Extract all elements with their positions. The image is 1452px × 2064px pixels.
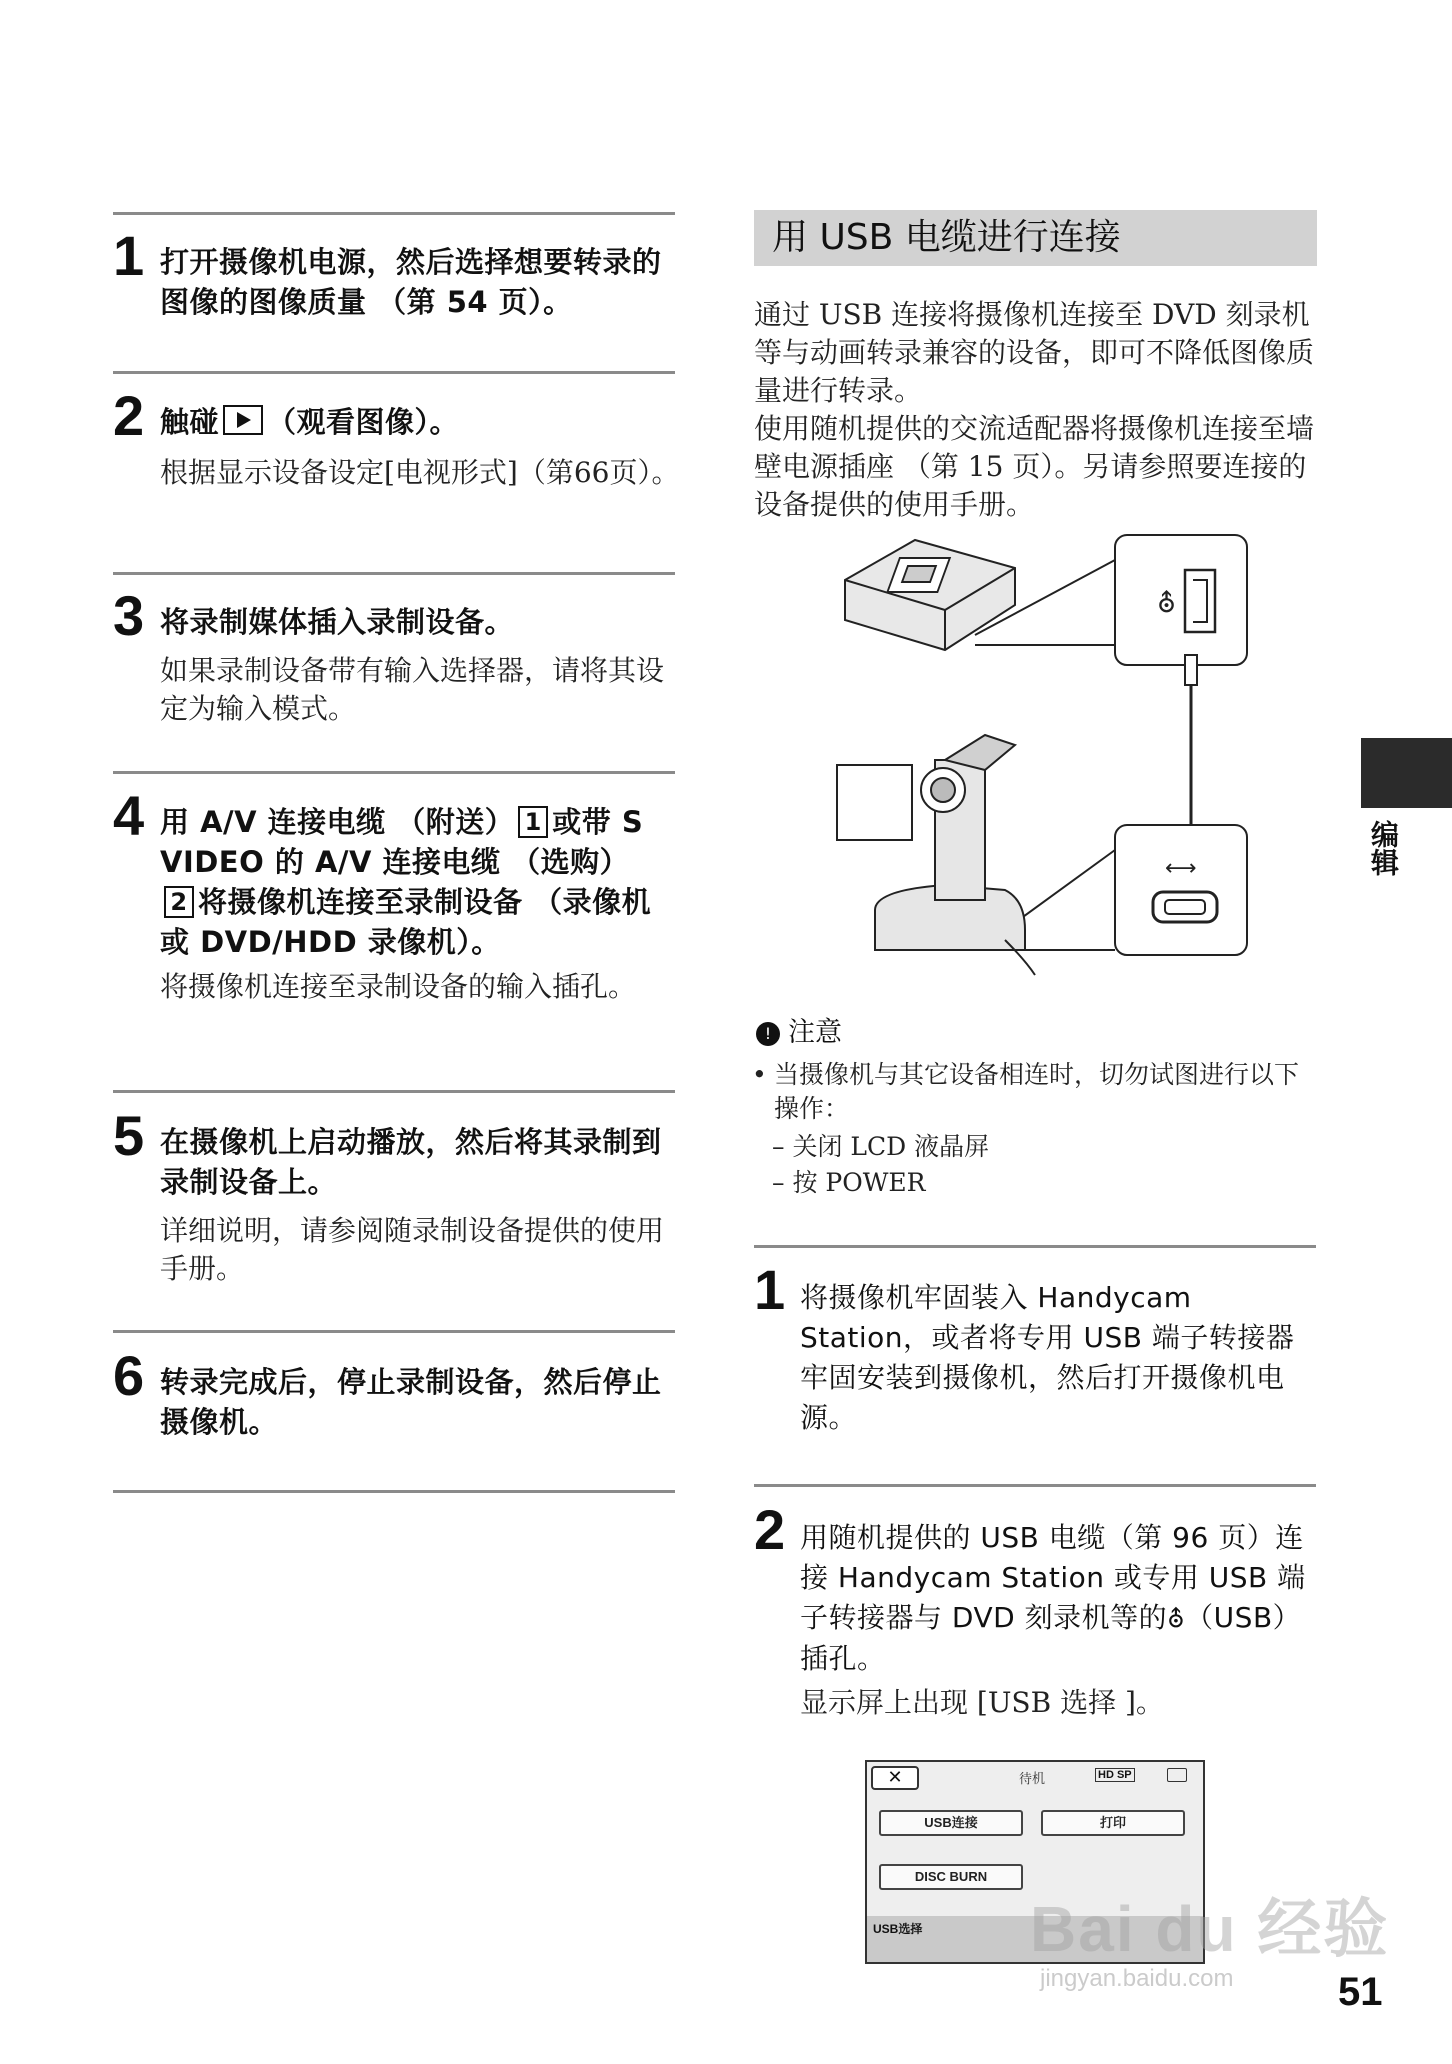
- step-number: 6: [113, 1344, 145, 1407]
- step-number: 4: [113, 784, 145, 847]
- bullet-icon: •: [752, 1060, 767, 1089]
- page-number: 51: [1338, 1970, 1383, 2014]
- note-heading: [756, 1015, 842, 1051]
- step-number: 1: [754, 1258, 786, 1321]
- note-item-text: 关闭 LCD 液晶屏: [792, 1132, 990, 1161]
- divider: [113, 212, 675, 215]
- standby-status: 待机: [1019, 1771, 1046, 1786]
- step-instruction: 在摄像机上启动播放，然后将其录制到录制设备上。: [160, 1125, 662, 1199]
- section-paragraph: 通过 USB 连接将摄像机连接至 DVD 刻录机等与动画转录兼容的设备，即可不降低图像质量进行转录。: [754, 298, 1315, 407]
- chapter-tab: [1361, 738, 1452, 808]
- play-icon: [223, 405, 263, 435]
- step-instruction: [160, 802, 665, 962]
- step-number: 5: [113, 1104, 145, 1167]
- usb-connection-illustration: [835, 530, 1255, 985]
- step-instruction: 将摄像机牢固装入 Handycam Station，或者将专用 USB 端子转接器牢固安装到摄像机，然后打开摄像机电源。: [800, 1281, 1295, 1434]
- usb-icon: ⛢: [1167, 1605, 1186, 1633]
- step-text-part: 用随机提供的 USB 电缆（第 96 页）连接 Handycam Station 或专用 USB 端子转接器与 DVD 刻录机等的: [800, 1521, 1306, 1634]
- divider: [113, 1090, 675, 1093]
- step-number: 2: [113, 384, 145, 447]
- step-text-part: 将摄像机连接至录制设备 （录像机或 DVD/HDD 录像机）。: [160, 885, 652, 959]
- close-button[interactable]: ✕: [871, 1766, 919, 1790]
- usb-select-label: USB选择: [873, 1922, 923, 1936]
- usb-connect-label: USB连接: [924, 1815, 978, 1830]
- note-text: 当摄像机与其它设备相连时，切勿试图进行以下操作：: [774, 1060, 1300, 1123]
- section-title: 用 USB 电缆进行连接: [772, 217, 1121, 258]
- step-number: 2: [754, 1498, 786, 1561]
- note-bullet: [752, 1058, 1317, 1123]
- divider: [754, 1245, 1316, 1248]
- step-instruction: 转录完成后，停止录制设备，然后停止摄像机。: [160, 1365, 662, 1439]
- watermark-url: jingyan.baidu.com: [1040, 1965, 1234, 1992]
- step-description: 详细说明，请参阅随录制设备提供的使用手册。: [160, 1214, 665, 1285]
- watermark-logo: Bai du 经验: [1030, 1893, 1390, 1965]
- step-description: 显示屏上出现 [USB 选择 ]。: [800, 1686, 1164, 1719]
- step-description: 根据显示设备设定[电视形式]（第66页）。: [160, 456, 680, 489]
- divider: [113, 771, 675, 774]
- step-instruction: [160, 402, 680, 442]
- camcorder-illustration: [837, 735, 1035, 975]
- step-description: 将摄像机连接至录制设备的输入插孔。: [160, 970, 637, 1003]
- section-paragraph: 使用随机提供的交流适配器将摄像机连接至墙壁电源插座 （第 15 页）。另请参照要连接的设备提供的使用手册。: [754, 412, 1315, 521]
- disc-burn-button[interactable]: DISC BURN: [879, 1864, 1023, 1890]
- step-description: 如果录制设备带有输入选择器，请将其设定为输入模式。: [160, 654, 665, 725]
- step-text-part: （USB）插孔。: [800, 1601, 1302, 1675]
- step-instruction: 打开摄像机电源，然后选择想要转录的图像的图像质量 （第 54 页）。: [160, 245, 662, 319]
- memory-card-icon: [1167, 1768, 1187, 1782]
- usb-connect-button[interactable]: [879, 1810, 1023, 1836]
- quality-badge: HD SP: [1095, 1768, 1135, 1782]
- step-instruction: [800, 1518, 1318, 1679]
- section-header: [754, 210, 1317, 266]
- item-number-badge: 2: [164, 886, 194, 918]
- note-item: – 按 POWER: [772, 1168, 926, 1197]
- divider: [754, 1484, 1316, 1487]
- divider: [113, 572, 675, 575]
- print-button[interactable]: 打印: [1041, 1810, 1185, 1836]
- step-text-part: 用 A/V 连接电缆 （附送）: [160, 805, 515, 839]
- svg-text:⛢: ⛢: [1157, 589, 1177, 619]
- divider: [113, 1490, 675, 1493]
- note-item-text: 按 POWER: [792, 1168, 926, 1197]
- step-text-part: （观看图像）。: [267, 405, 460, 439]
- divider: [113, 1330, 675, 1333]
- chapter-label: 编辑: [1367, 820, 1400, 876]
- item-number-badge: 1: [518, 806, 548, 838]
- step-text-part: 或带 S VIDEO 的 A/V 连接电缆 （选购）: [160, 805, 644, 879]
- svg-text:⟷: ⟷: [1165, 856, 1197, 881]
- step-text-part: 触碰: [160, 405, 220, 439]
- step-number: 3: [113, 584, 145, 647]
- step-instruction: 将录制媒体插入录制设备。: [160, 605, 515, 639]
- step-number: 1: [113, 224, 145, 287]
- note-title: 注意: [788, 1017, 842, 1048]
- caution-icon: !: [756, 1022, 780, 1046]
- note-item: – 关闭 LCD 液晶屏: [772, 1132, 990, 1161]
- dvd-writer-illustration: [845, 540, 1015, 650]
- divider: [113, 371, 675, 374]
